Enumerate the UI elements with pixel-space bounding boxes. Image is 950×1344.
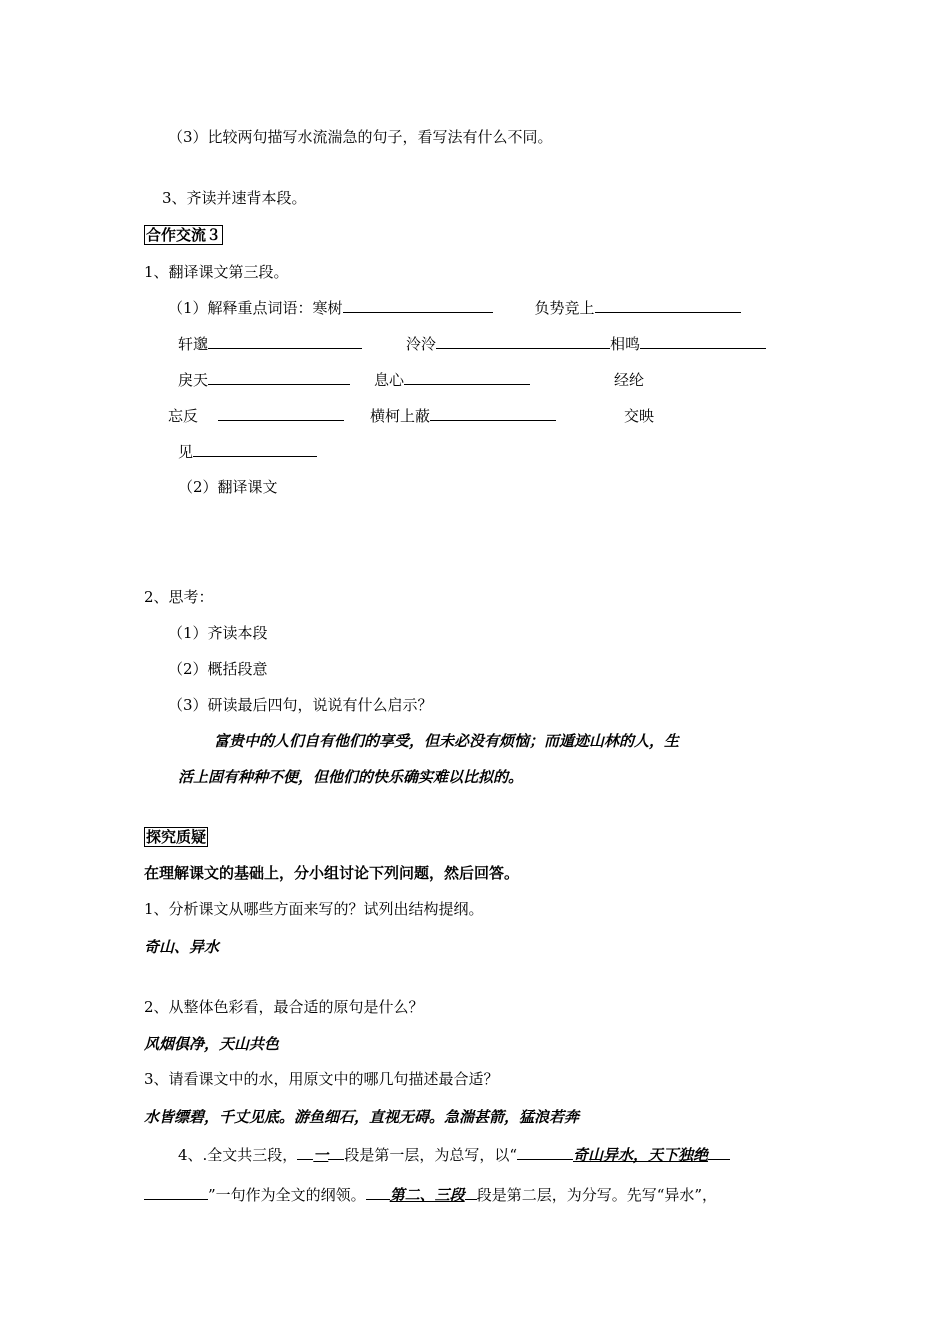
section-inquiry-title: 探究质疑	[146, 828, 207, 846]
blank-q4-b[interactable]	[328, 1144, 344, 1160]
vocab-row-1: （1）解释重点词语：寒树 负势竞上	[168, 297, 741, 318]
vocab-row-4: 忘反 横柯上蔽 交映	[168, 407, 655, 425]
inquiry-intro: 在理解课文的基础上，分小组讨论下列问题，然后回答。	[144, 864, 520, 882]
think-2: （2）概括段意	[168, 660, 268, 678]
think-3: （3）研读最后四句，说说有什么启示？	[168, 696, 433, 714]
blank-q4-c[interactable]	[517, 1144, 573, 1160]
vocab-row-5: 见	[178, 441, 317, 462]
item-2-think: 2、思考：	[144, 588, 214, 606]
inquiry-q3: 3、请看课文中的水，用原文中的哪几句描述最合适？	[144, 1070, 499, 1088]
blank-q4-e[interactable]	[144, 1184, 208, 1200]
vocab-row-2: 轩邈 泠泠 相鸣	[178, 333, 766, 354]
inquiry-a1: 奇山、异水	[144, 938, 220, 956]
blank-xiangming[interactable]	[640, 333, 766, 349]
inquiry-q2: 2、从整体色彩看，最合适的原句是什么？	[144, 998, 424, 1016]
blank-xixin[interactable]	[404, 369, 530, 385]
item-3-recite: 3、齐读并速背本段。	[162, 189, 307, 207]
blank-q4-d[interactable]	[708, 1144, 730, 1160]
blank-litian[interactable]	[208, 369, 350, 385]
blank-lingling[interactable]	[436, 333, 610, 349]
blank-hanshu[interactable]	[343, 297, 493, 313]
blank-fushi[interactable]	[595, 297, 741, 313]
blank-q4-g[interactable]	[465, 1184, 477, 1200]
inquiry-q4-line2: ”一句作为全文的纲领。 第二、三段 段是第二层，为分写。先写“异水”，	[144, 1184, 717, 1205]
vocab-row-3: 戾天 息心 经纶	[178, 371, 645, 389]
answer-line-2: 活上固有种种不便，但他们的快乐确实难以比拟的。	[178, 768, 524, 786]
question-3-water: （3）比较两句描写水流湍急的句子，看写法有什么不同。	[168, 128, 553, 146]
inquiry-q4-line1: 4、.全文共三段， 一 段是第一层，为总写，以“ 奇山异水，天下独绝	[178, 1144, 730, 1165]
item-1-translate: 1、翻译课文第三段。	[144, 263, 289, 281]
think-1: （1）齐读本段	[168, 624, 268, 642]
answer-line-1: 富贵中的人们自有他们的享受，但未必没有烦恼；而遁迹山林的人，生	[214, 732, 680, 750]
section-cooperation-3-title: 合作交流３	[146, 226, 222, 244]
blank-q4-f[interactable]	[366, 1184, 390, 1200]
blank-jian[interactable]	[193, 441, 317, 457]
blank-xuanmiao[interactable]	[208, 333, 362, 349]
inquiry-a2: 风烟俱净，天山共色	[144, 1035, 280, 1053]
blank-wangfan[interactable]	[218, 405, 344, 421]
inquiry-q1: 1、分析课文从哪些方面来写的？试列出结构提纲。	[144, 900, 484, 918]
translate-text-label: （2）翻译课文	[178, 478, 278, 496]
blank-hengke[interactable]	[430, 405, 556, 421]
blank-q4-a[interactable]	[297, 1144, 313, 1160]
inquiry-a3: 水皆缥碧，千丈见底。游鱼细石，直视无碍。急湍甚箭，猛浪若奔	[144, 1108, 580, 1126]
